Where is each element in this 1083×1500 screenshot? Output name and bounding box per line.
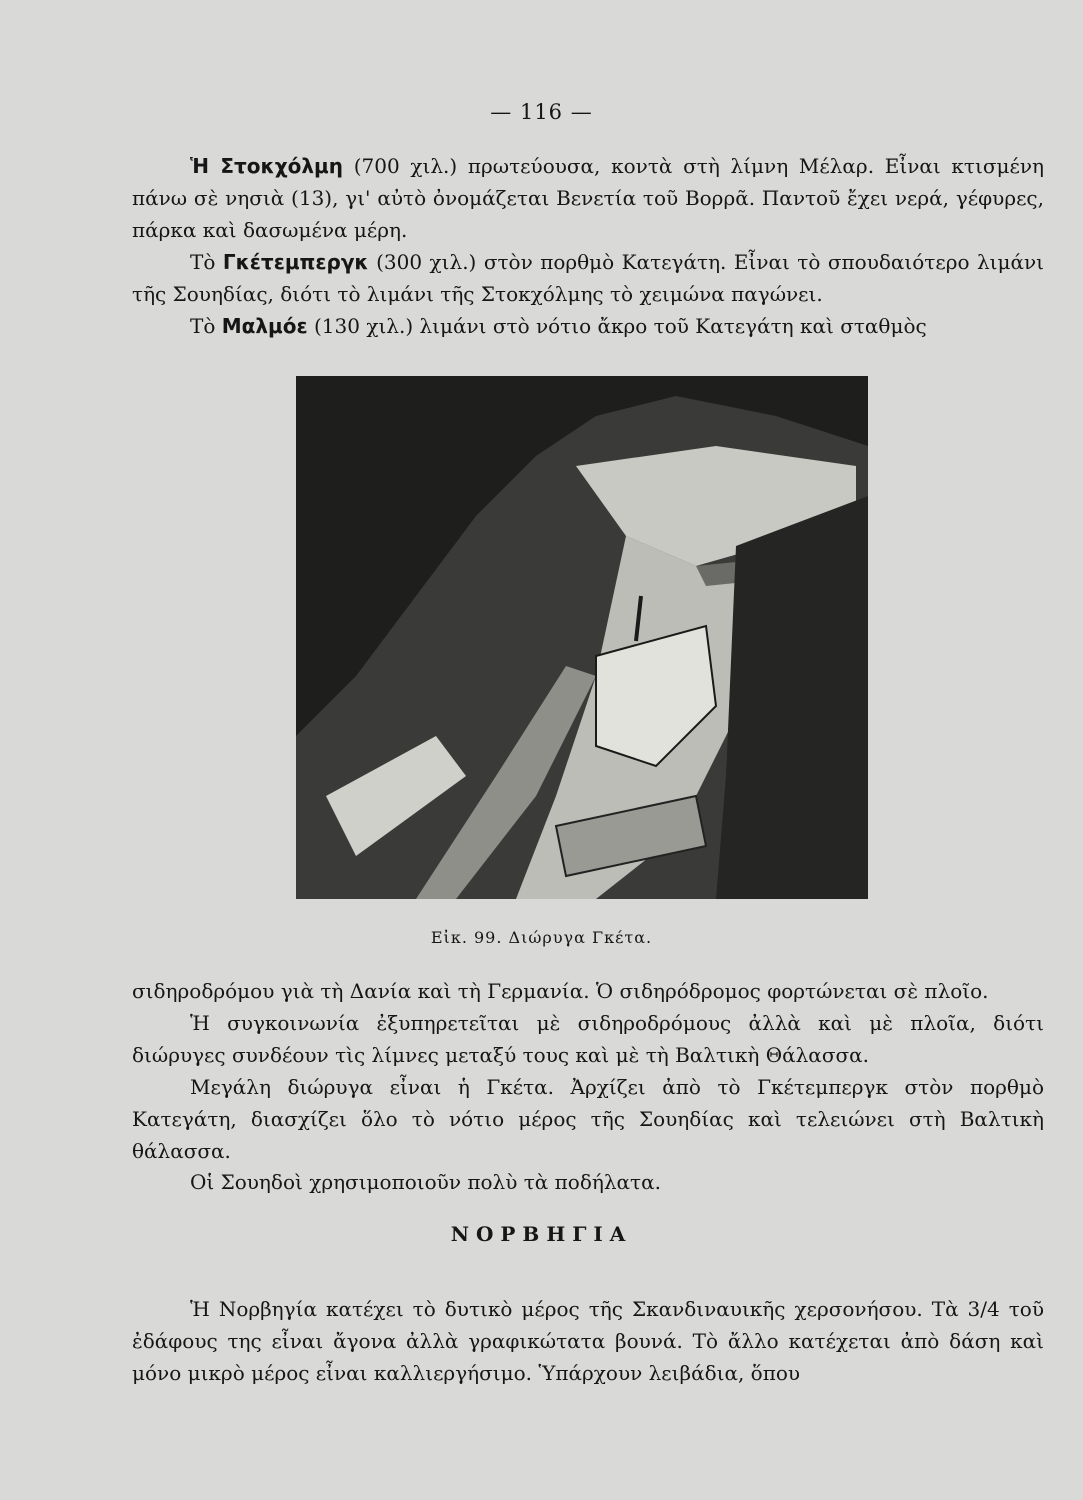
canal-photograph: [296, 376, 868, 899]
paragraph-prefix: Τὸ: [190, 314, 222, 338]
paragraph-text: Μεγάλη διώρυγα εἶναι ἡ Γκέτα. Ἀρχίζει ἀπὸ τὸ Γκέτεμπεργκ στὸν πορθμὸ Κατεγάτη, διασχίζει ὅλο τὸ νότιο μέρος τῆς Σουηδίας καὶ τελειώνει στὴ Βαλτικὴ θάλασσα.: [132, 1075, 1044, 1163]
right-cliff: [716, 496, 868, 899]
page-number: — 116 —: [490, 100, 593, 124]
paragraph-text: (300 χιλ.) στὸν πορθμὸ Κατεγάτη. Εἶναι τὸ σπουδαιότερο λιμάνι τῆς Σουηδίας, διότι τὸ λιμάνι τῆς Στοκχόλμης τὸ χειμώνα παγώνει.: [132, 250, 1044, 306]
paragraph-malmo: [132, 310, 1044, 342]
paragraph-railway: σιδηροδρόμου γιὰ τὴ Δανία καὶ τὴ Γερμανία. Ὁ σιδηρόδρομος φορτώνεται σὲ πλοῖο.: [132, 979, 989, 1003]
paragraph-stockholm: [132, 150, 1044, 246]
paragraph-gothenburg: [132, 246, 1044, 310]
figure-caption: Εἰκ. 99. Διώρυγα Γκέτα.: [430, 928, 653, 947]
paragraph-text: (130 χιλ.) λιμάνι στὸ νότιο ἄκρο τοῦ Κατεγάτη καὶ σταθμὸς: [307, 314, 927, 338]
paragraph-transport: [132, 1007, 1044, 1071]
paragraph-bicycles: [132, 1166, 1044, 1198]
city-name-stockholm: Ἡ Στοκχόλμη: [190, 154, 343, 178]
paragraph-norway: [132, 1293, 1044, 1389]
paragraph-gota-canal: [132, 1071, 1044, 1167]
city-name-gothenburg: Γκέτεμπεργκ: [222, 250, 369, 274]
paragraph-prefix: Τὸ: [190, 250, 223, 274]
city-name-malmo: Μαλμόε: [221, 314, 308, 338]
paragraph-text: Ἡ Νορβηγία κατέχει τὸ δυτικὸ μέρος τῆς Σκανδιναυικῆς χερσονήσου. Τὰ 3/4 τοῦ ἐδάφους της εἶναι ἄγονα ἀλλὰ γραφικώτατα βουνά. Τὸ ἄλλο κατέχεται ἀπὸ δάση καὶ μόνο μικρὸ μέρος εἶναι καλλιεργήσιμο. Ὑπάρχουν λειβάδια, ὅπου: [132, 1297, 1044, 1385]
paragraph-text: (700 χιλ.) πρωτεύουσα, κοντὰ στὴ λίμνη Μέλαρ. Εἶναι κτισμένη πάνω σὲ νησιὰ (13), γι' αὐτὸ ὀνομάζεται Βενετία τοῦ Βορρᾶ. Παντοῦ ἔχει νερά, γέφυρες, πάρκα καὶ δασωμένα μέρη.: [132, 154, 1044, 242]
paragraph-text: Ἡ συγκοινωνία ἐξυπηρετεῖται μὲ σιδηροδρόμους ἀλλὰ καὶ μὲ πλοῖα, διότι διώρυγες συνδέουν τὶς λίμνες μεταξύ τους καὶ μὲ τὴ Βαλτικὴ Θάλασσα.: [132, 1011, 1044, 1067]
section-heading-norway: ΝΟΡΒΗΓΙΑ: [450, 1222, 633, 1246]
paragraph-text: Οἱ Σουηδοὶ χρησιμοποιοῦν πολὺ τὰ ποδήλατα.: [190, 1170, 661, 1194]
canal-photo-illustration: [296, 376, 868, 899]
